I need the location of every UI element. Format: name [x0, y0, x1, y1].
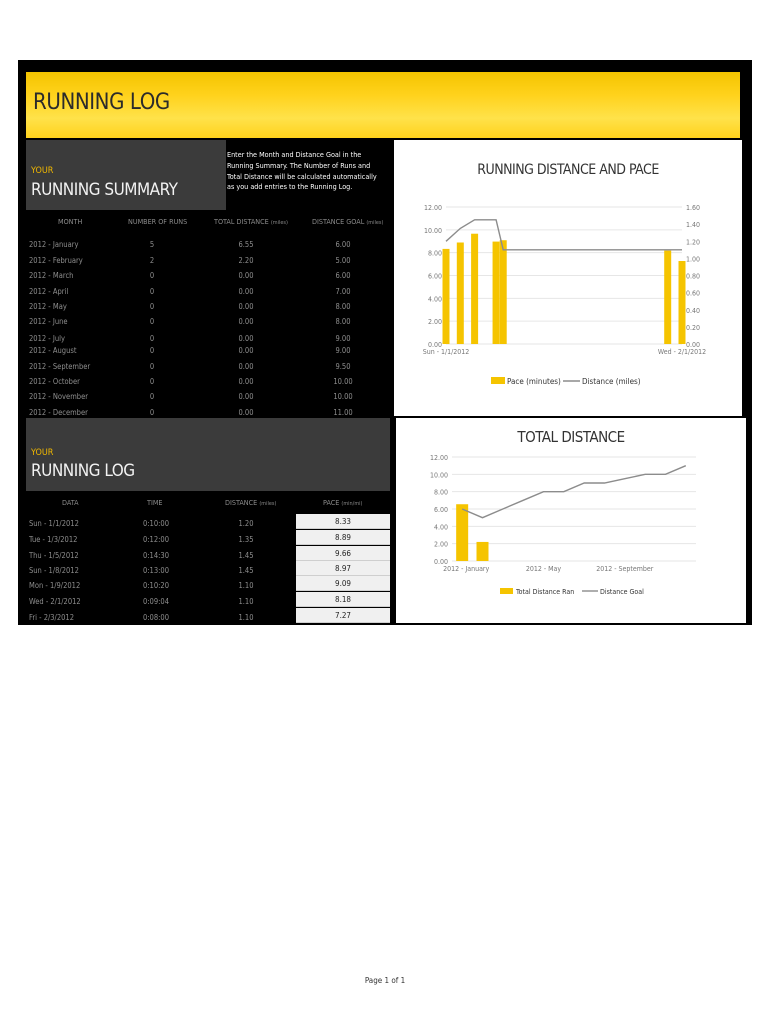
- page-footer: Page 1 of 1: [364, 976, 406, 985]
- y-tick-label: 0.00: [433, 558, 448, 566]
- log-pace: 8.33: [296, 514, 390, 529]
- summary-month: 2012 - July: [29, 334, 66, 343]
- summary-month: 2012 - February: [29, 256, 83, 265]
- log-time: 0:14:30: [142, 551, 169, 560]
- log-date: Wed - 2/1/2012: [29, 597, 81, 606]
- x-tick-label: 2012 - September: [596, 565, 654, 573]
- legend-goal-label: Distance Goal: [600, 588, 644, 596]
- legend-pace-label: Pace (minutes): [507, 377, 561, 386]
- summary-total: 0.00: [238, 317, 254, 326]
- summary-month: 2012 - January: [29, 240, 79, 249]
- col-total-label: TOTAL DISTANCE: [214, 217, 269, 226]
- summary-runs: 0: [149, 287, 155, 296]
- summary-total: 0.00: [238, 392, 254, 401]
- log-date: Fri - 2/3/2012: [29, 613, 75, 622]
- summary-goal: 8.00: [335, 302, 351, 311]
- pace-bar: [664, 251, 671, 344]
- col-month: MONTH: [58, 217, 83, 226]
- col-distance-unit: (miles): [259, 501, 277, 507]
- pace-bar: [493, 242, 500, 344]
- pace-bar: [471, 234, 478, 344]
- log-date: Sun - 1/1/2012: [29, 519, 79, 528]
- log-heading: RUNNING LOG: [31, 461, 135, 481]
- col-pace: [323, 498, 362, 507]
- y-tick-label: 10.00: [423, 226, 442, 235]
- y-tick-label: 0.00: [427, 341, 442, 349]
- log-time: 0:09:04: [142, 597, 169, 606]
- log-date: Sun - 1/8/2012: [29, 566, 79, 575]
- total-distance-chart-plot: [396, 418, 746, 623]
- log-distance: 1.35: [238, 535, 254, 544]
- y2-tick-label: 1.40: [686, 221, 701, 230]
- col-goal-unit: (miles): [366, 220, 384, 226]
- summary-total: 6.55: [238, 240, 254, 249]
- col-distance-label: DISTANCE: [225, 498, 258, 507]
- summary-month: 2012 - June: [29, 317, 68, 326]
- y2-tick-label: 1.00: [686, 255, 701, 264]
- instructions-text: Enter the Month and Distance Goal in the Running Summary. The Number of Runs and Total Distance will be calculated automatically as you add entries to the Running Log.: [227, 150, 377, 192]
- log-distance: 1.45: [238, 566, 254, 575]
- y-tick-label: 2.00: [433, 540, 448, 549]
- log-distance: 1.20: [238, 519, 254, 528]
- y2-tick-label: 1.60: [686, 204, 701, 212]
- summary-runs: 0: [149, 362, 155, 371]
- log-date: Mon - 1/9/2012: [29, 581, 81, 590]
- y2-tick-label: 0.20: [686, 323, 701, 332]
- col-runs: NUMBER OF RUNS: [128, 217, 188, 226]
- log-distance: 1.10: [238, 581, 254, 590]
- log-kicker: YOUR: [31, 448, 54, 458]
- summary-runs: 0: [149, 392, 155, 401]
- col-total-unit: (miles): [270, 220, 288, 226]
- total-distance-chart-title: TOTAL DISTANCE: [517, 428, 625, 446]
- y-tick-label: 6.00: [427, 272, 442, 281]
- x-tick-label: 2012 - January: [443, 565, 490, 573]
- log-time: 0:08:00: [142, 613, 169, 622]
- summary-runs: 0: [149, 271, 155, 280]
- y2-tick-label: 0.60: [686, 289, 701, 298]
- summary-runs: 5: [149, 240, 155, 249]
- summary-total: 0.00: [238, 271, 254, 280]
- summary-month: 2012 - March: [29, 271, 74, 280]
- distance-pace-chart: [394, 140, 742, 416]
- summary-total: 0.00: [238, 408, 254, 417]
- summary-goal: 7.00: [335, 287, 351, 296]
- total-distance-bar: [456, 504, 468, 561]
- summary-month: 2012 - April: [29, 287, 69, 296]
- y-tick-label: 4.00: [427, 295, 442, 304]
- legend-total-label: Total Distance Ran: [516, 588, 575, 596]
- summary-goal: 6.00: [335, 271, 351, 280]
- summary-total: 0.00: [238, 334, 254, 343]
- total-distance-chart: [396, 418, 746, 623]
- log-pace: 9.09: [296, 576, 390, 591]
- summary-goal: 9.00: [335, 334, 351, 343]
- x-tick-label: 2012 - May: [525, 565, 562, 573]
- summary-month: 2012 - November: [29, 392, 88, 401]
- summary-goal: 9.00: [335, 346, 351, 355]
- summary-runs: 0: [149, 334, 155, 343]
- summary-month: 2012 - September: [29, 362, 91, 371]
- summary-runs: 0: [149, 346, 155, 355]
- log-pace: 8.97: [296, 561, 390, 576]
- col-distance: [225, 498, 276, 507]
- pace-bar: [443, 249, 450, 344]
- log-distance: 1.45: [238, 551, 254, 560]
- y-tick-label: 10.00: [429, 471, 448, 480]
- log-distance: 1.10: [238, 597, 254, 606]
- y2-tick-label: 0.00: [686, 341, 701, 349]
- summary-runs: 0: [149, 377, 155, 386]
- y-tick-label: 4.00: [433, 523, 448, 532]
- summary-runs: 0: [149, 317, 155, 326]
- summary-total: 0.00: [238, 362, 254, 371]
- summary-runs: 2: [149, 256, 155, 265]
- summary-goal: 8.00: [335, 317, 351, 326]
- log-time: 0:10:20: [142, 581, 169, 590]
- summary-month: 2012 - December: [29, 408, 88, 417]
- log-pace: 8.89: [296, 530, 390, 545]
- y-tick-label: 8.00: [427, 249, 442, 258]
- summary-runs: 0: [149, 302, 155, 311]
- distance-pace-chart-plot: [394, 140, 742, 416]
- summary-month: 2012 - May: [29, 302, 67, 311]
- y-tick-label: 12.00: [423, 204, 442, 212]
- y2-tick-label: 0.40: [686, 306, 701, 315]
- col-date: DATA: [62, 498, 79, 507]
- distance-pace-chart-title: RUNNING DISTANCE AND PACE: [477, 162, 659, 178]
- log-time: 0:12:00: [142, 535, 169, 544]
- y-tick-label: 6.00: [433, 506, 448, 514]
- log-date: Tue - 1/3/2012: [29, 535, 78, 544]
- summary-goal: 9.50: [335, 362, 351, 371]
- summary-total: 0.00: [238, 377, 254, 386]
- log-pace: 9.66: [296, 546, 390, 561]
- y2-tick-label: 1.20: [686, 238, 701, 247]
- legend-pace-swatch: [491, 377, 505, 384]
- col-time: TIME: [147, 498, 163, 507]
- legend-distance-label: Distance (miles): [582, 377, 641, 386]
- log-date: Thu - 1/5/2012: [29, 551, 79, 560]
- summary-goal: 10.00: [333, 377, 353, 386]
- summary-month: 2012 - August: [29, 346, 77, 355]
- summary-heading: RUNNING SUMMARY: [31, 180, 178, 200]
- col-pace-label: PACE: [323, 498, 340, 507]
- col-goal-label: DISTANCE GOAL: [312, 217, 365, 226]
- summary-total: 0.00: [238, 287, 254, 296]
- pace-bar: [679, 261, 686, 344]
- summary-month: 2012 - October: [29, 377, 80, 386]
- y-tick-label: 12.00: [429, 454, 448, 462]
- log-time: 0:10:00: [142, 519, 169, 528]
- log-pace: 8.18: [296, 592, 390, 607]
- pace-bar: [457, 243, 464, 344]
- distance-line: [446, 220, 682, 250]
- summary-total: 0.00: [238, 302, 254, 311]
- col-pace-unit: (min/mi): [341, 501, 363, 507]
- summary-total: 2.20: [238, 256, 254, 265]
- y2-tick-label: 0.80: [686, 272, 701, 281]
- summary-kicker: YOUR: [31, 166, 54, 176]
- summary-total: 0.00: [238, 346, 254, 355]
- log-distance: 1.10: [238, 613, 254, 622]
- summary-goal: 5.00: [335, 256, 351, 265]
- summary-goal: 11.00: [333, 408, 353, 417]
- pace-bar: [500, 240, 507, 344]
- total-distance-bar: [477, 542, 489, 561]
- legend-total-swatch: [500, 588, 513, 594]
- log-time: 0:13:00: [142, 566, 169, 575]
- x-tick-label: Wed - 2/1/2012: [657, 348, 707, 356]
- summary-runs: 0: [149, 408, 155, 417]
- summary-goal: 10.00: [333, 392, 353, 401]
- summary-goal: 6.00: [335, 240, 351, 249]
- log-pace: 7.27: [296, 608, 390, 623]
- page-title: RUNNING LOG: [33, 90, 170, 115]
- x-tick-label: Sun - 1/1/2012: [422, 348, 470, 356]
- y-tick-label: 2.00: [427, 318, 442, 327]
- y-tick-label: 8.00: [433, 488, 448, 497]
